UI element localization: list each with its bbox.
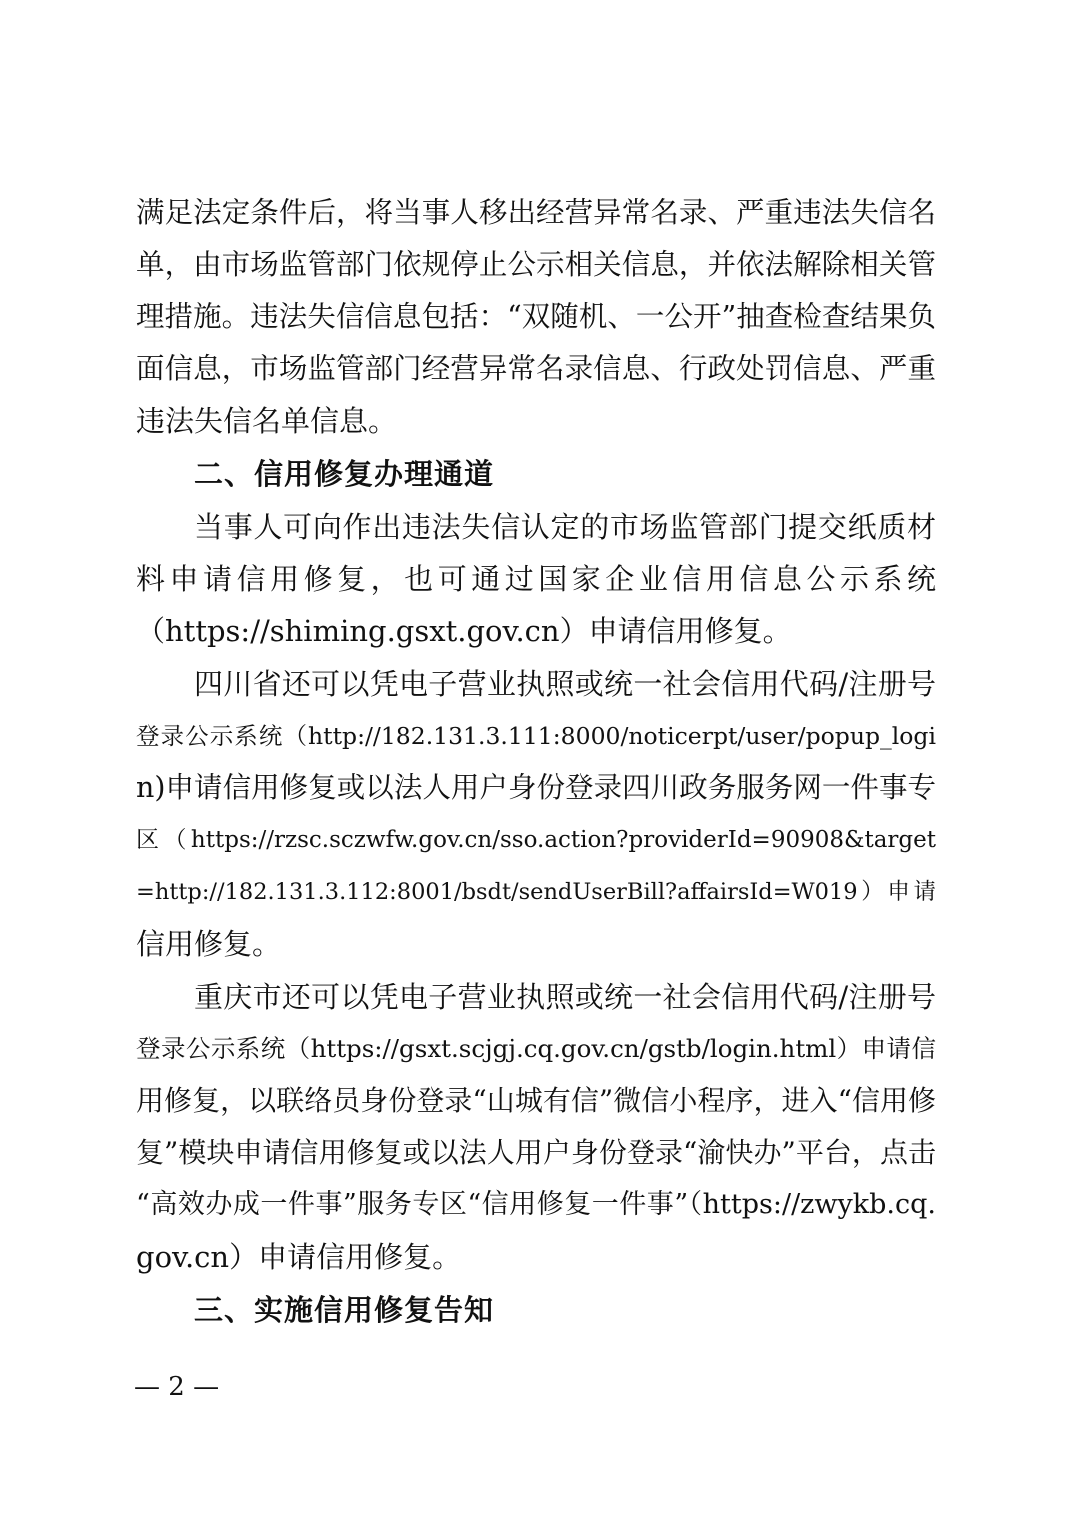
paragraph-4-line-5: “高效办成一件事”服务专区“信用修复一件事”（https://zwykb.cq. (136, 1189, 936, 1220)
paragraph-1-line-2: 单，由市场监管部门依规停止公示相关信息，并依法解除相关管 (136, 248, 936, 281)
paragraph-2-line-3: （https://shiming.gsxt.gov.cn）申请信用修复。 (136, 614, 792, 648)
page-number: — 2 — (134, 1372, 220, 1402)
paragraph-4-line-1: 重庆市还可以凭电子营业执照或统一社会信用代码/注册号 (194, 980, 936, 1014)
paragraph-2-line-2: 料申请信用修复，也可通过国家企业信用信息公示系统 (136, 562, 936, 596)
paragraph-4-line-3: 用修复，以联络员身份登录“山城有信”微信小程序，进入“信用修 (136, 1084, 936, 1117)
paragraph-4-line-2: 登录公示系统（https://gsxt.scjgj.cq.gov.cn/gstb/login.html）申请信 (136, 1034, 936, 1063)
paragraph-4-line-6: gov.cn）申请信用修复。 (136, 1240, 462, 1274)
paragraph-4-line-4: 复”模块申请信用修复或以法人用户身份登录“渝快办”平台，点击 (136, 1136, 936, 1169)
paragraph-1-line-4: 面信息，市场监管部门经营异常名录信息、行政处罚信息、严重 (136, 352, 936, 385)
paragraph-1-line-5: 违法失信名单信息。 (136, 404, 398, 438)
paragraph-2-line-1: 当事人可向作出违法失信认定的市场监管部门提交纸质材 (194, 510, 936, 544)
paragraph-3-line-5: =http://182.131.3.112:8001/bsdt/sendUserBill?affairsId=W019）申请 (136, 879, 936, 905)
section-heading-2: 二、信用修复办理通道 (194, 457, 495, 491)
paragraph-3-line-4: 区（https://rzsc.sczwfw.gov.cn/sso.action?providerId=90908&target (136, 827, 936, 853)
paragraph-3-line-2: 登录公示系统（http://182.131.3.111:8000/noticerpt/user/popup_logi (136, 722, 936, 750)
paragraph-3-line-3: n)申请信用修复或以法人用户身份登录四川政务服务网一件事专 (136, 771, 936, 804)
paragraph-1-line-3: 理措施。违法失信信息包括：“双随机、一公开”抽查检查结果负 (136, 300, 936, 333)
paragraph-3-line-1: 四川省还可以凭电子营业执照或统一社会信用代码/注册号 (194, 667, 936, 701)
paragraph-3-line-6: 信用修复。 (136, 927, 282, 961)
paragraph-1-line-1: 满足法定条件后，将当事人移出经营异常名录、严重违法失信名 (136, 196, 936, 229)
section-heading-3: 三、实施信用修复告知 (194, 1293, 495, 1327)
